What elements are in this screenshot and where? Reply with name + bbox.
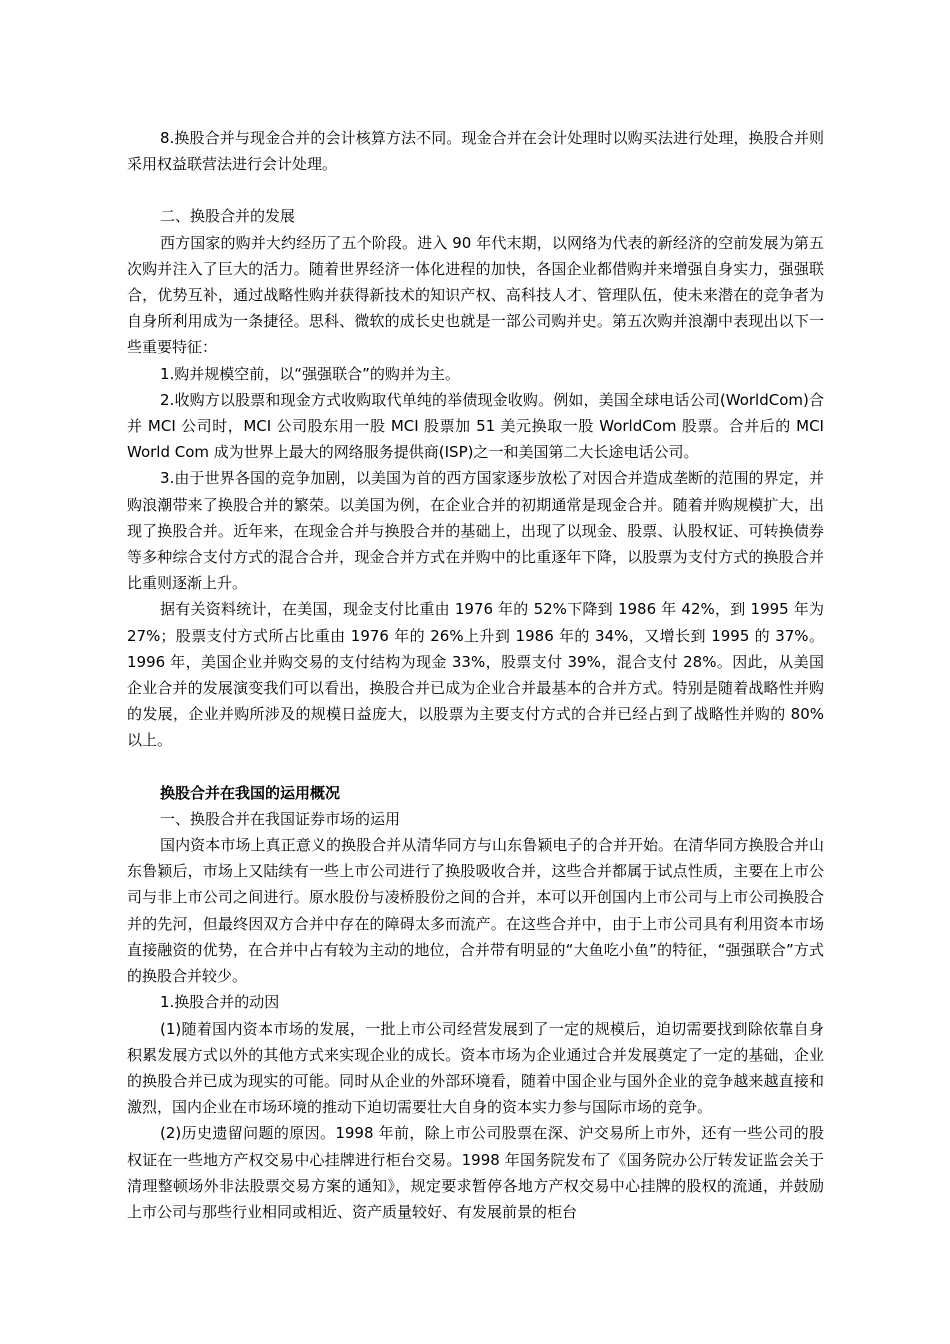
spacer <box>127 754 824 780</box>
document-body <box>127 125 824 1225</box>
paragraph-statistics: 据有关资料统计，在美国，现金支付比重由 1976 年的 52%下降到 1986 年 42%，到 1995 年为 27%；股票支付方式所占比重由 1976 年的 26%上升到 1986 年的 34%，又增长到 1995 的 37%。1996 年，美国企业并购交易的支付结构为现金 33%，股票支付 39%，混合支付 28%。因此，从美国企业合并的发展演变我们可以看出，换股合并已成为企业合并最基本的合并方式。特别是随着战略性并购的发展，企业并购所涉及的规模日益庞大，以股票为主要支付方式的合并已经占到了战略性并购的 80%以上。 <box>127 600 824 750</box>
spacer <box>127 177 824 203</box>
paragraph-domestic: 国内资本市场上真正意义的换股合并从清华同方与山东鲁颖电子的合并开始。在清华同方换股合并山东鲁颖后，市场上又陆续有一些上市公司进行了换股吸收合并，这些合并都属于试点性质，主要在上市公司与非上市公司之间进行。原水股份与凌桥股份之间的合并，本可以开创国内上市公司与上市公司换股合并的先河，但最终因双方合并中存在的障碍太多而流产。在这些合并中，由于上市公司具有利用资本市场直接融资的优势，在合并中占有较为主动的地位，合并带有明显的“大鱼吃小鱼”的特征，“强强联合”方式的换股合并较少。 <box>127 836 824 986</box>
paragraph-motive-1: (1)随着国内资本市场的发展，一批上市公司经营发展到了一定的规模后，迫切需要找到除依靠自身积累发展方式以外的其他方式来实现企业的成长。资本市场为企业通过合并发展奠定了一定的基础，企业的换股合并已成为现实的可能。同时从企业的外部环境看，随着中国企业与国外企业的竞争越来越直接和激烈，国内企业在市场环境的推动下迫切需要壮大自身的资本实力参与国际市场的竞争。 <box>127 1019 824 1117</box>
section-heading-development: 二、换股合并的发展 <box>160 207 296 226</box>
paragraph-motive-2: (2)历史遗留问题的原因。1998 年前，除上市公司股票在深、沪交易所上市外，还有一些公司的股权证在一些地方产权交易中心挂牌进行柜台交易。1998 年国务院发布了《国务院办公厅转发证监会关于清理整顿场外非法股票交易方案的通知》，规定要求暂停各地方产权交易中心挂牌的股权的流通，并鼓励上市公司与那些行业相同或相近、资产质量较好、有发展前景的柜台 <box>127 1124 824 1221</box>
paragraph-west-mergers: 西方国家的购并大约经历了五个阶段。进入 90 年代末期，以网络为代表的新经济的空前发展为第五次购并注入了巨大的活力。随着世界经济一体化进程的加快，各国企业都借购并来增强自身实力，强强联合，优势互补，通过战略性购并获得新技术的知识产权、高科技人才、管理队伍，使未来潜在的竞争者为自身所利用成为一条捷径。思科、微软的成长史也就是一部公司购并史。第五次购并浪潮中表现出以下一些重要特征： <box>127 233 824 357</box>
section-title-china: 换股合并在我国的运用概况 <box>160 783 341 802</box>
subheading-motives: 1.换股合并的动因 <box>160 993 280 1012</box>
section-heading-securities-market: 一、换股合并在我国证券市场的运用 <box>160 809 401 828</box>
paragraph-feature-3: 3.由于世界各国的竞争加剧，以美国为首的西方国家逐步放松了对因合并造成垄断的范围的界定，并购浪潮带来了换股合并的繁荣。以美国为例，在企业合并的初期通常是现金合并。随着并购规模扩大，出现了换股合并。近年来，在现金合并与换股合并的基础上，出现了以现金、股票、认股权证、可转换债券等多种综合支付方式的混合合并，现金合并方式在并购中的比重逐年下降，以股票为支付方式的换股合并比重则逐渐上升。 <box>127 469 824 593</box>
paragraph-item-8: 8.换股合并与现金合并的会计核算方法不同。现金合并在会计处理时以购买法进行处理，换股合并则采用权益联营法进行会计处理。 <box>127 129 824 174</box>
paragraph-feature-1: 1.购并规模空前，以“强强联合”的购并为主。 <box>160 364 460 383</box>
paragraph-feature-2: 2.收购方以股票和现金方式收购取代单纯的举债现金收购。例如，美国全球电话公司(WorldCom)合并 MCI 公司时，MCI 公司股东用一股 MCI 股票加 51 美元换取一股 WorldCom 股票。合并后的 MCI World Com 成为世界上最大的网络服务提供商(ISP)之一和美国第二大长途电话公司。 <box>127 390 824 462</box>
